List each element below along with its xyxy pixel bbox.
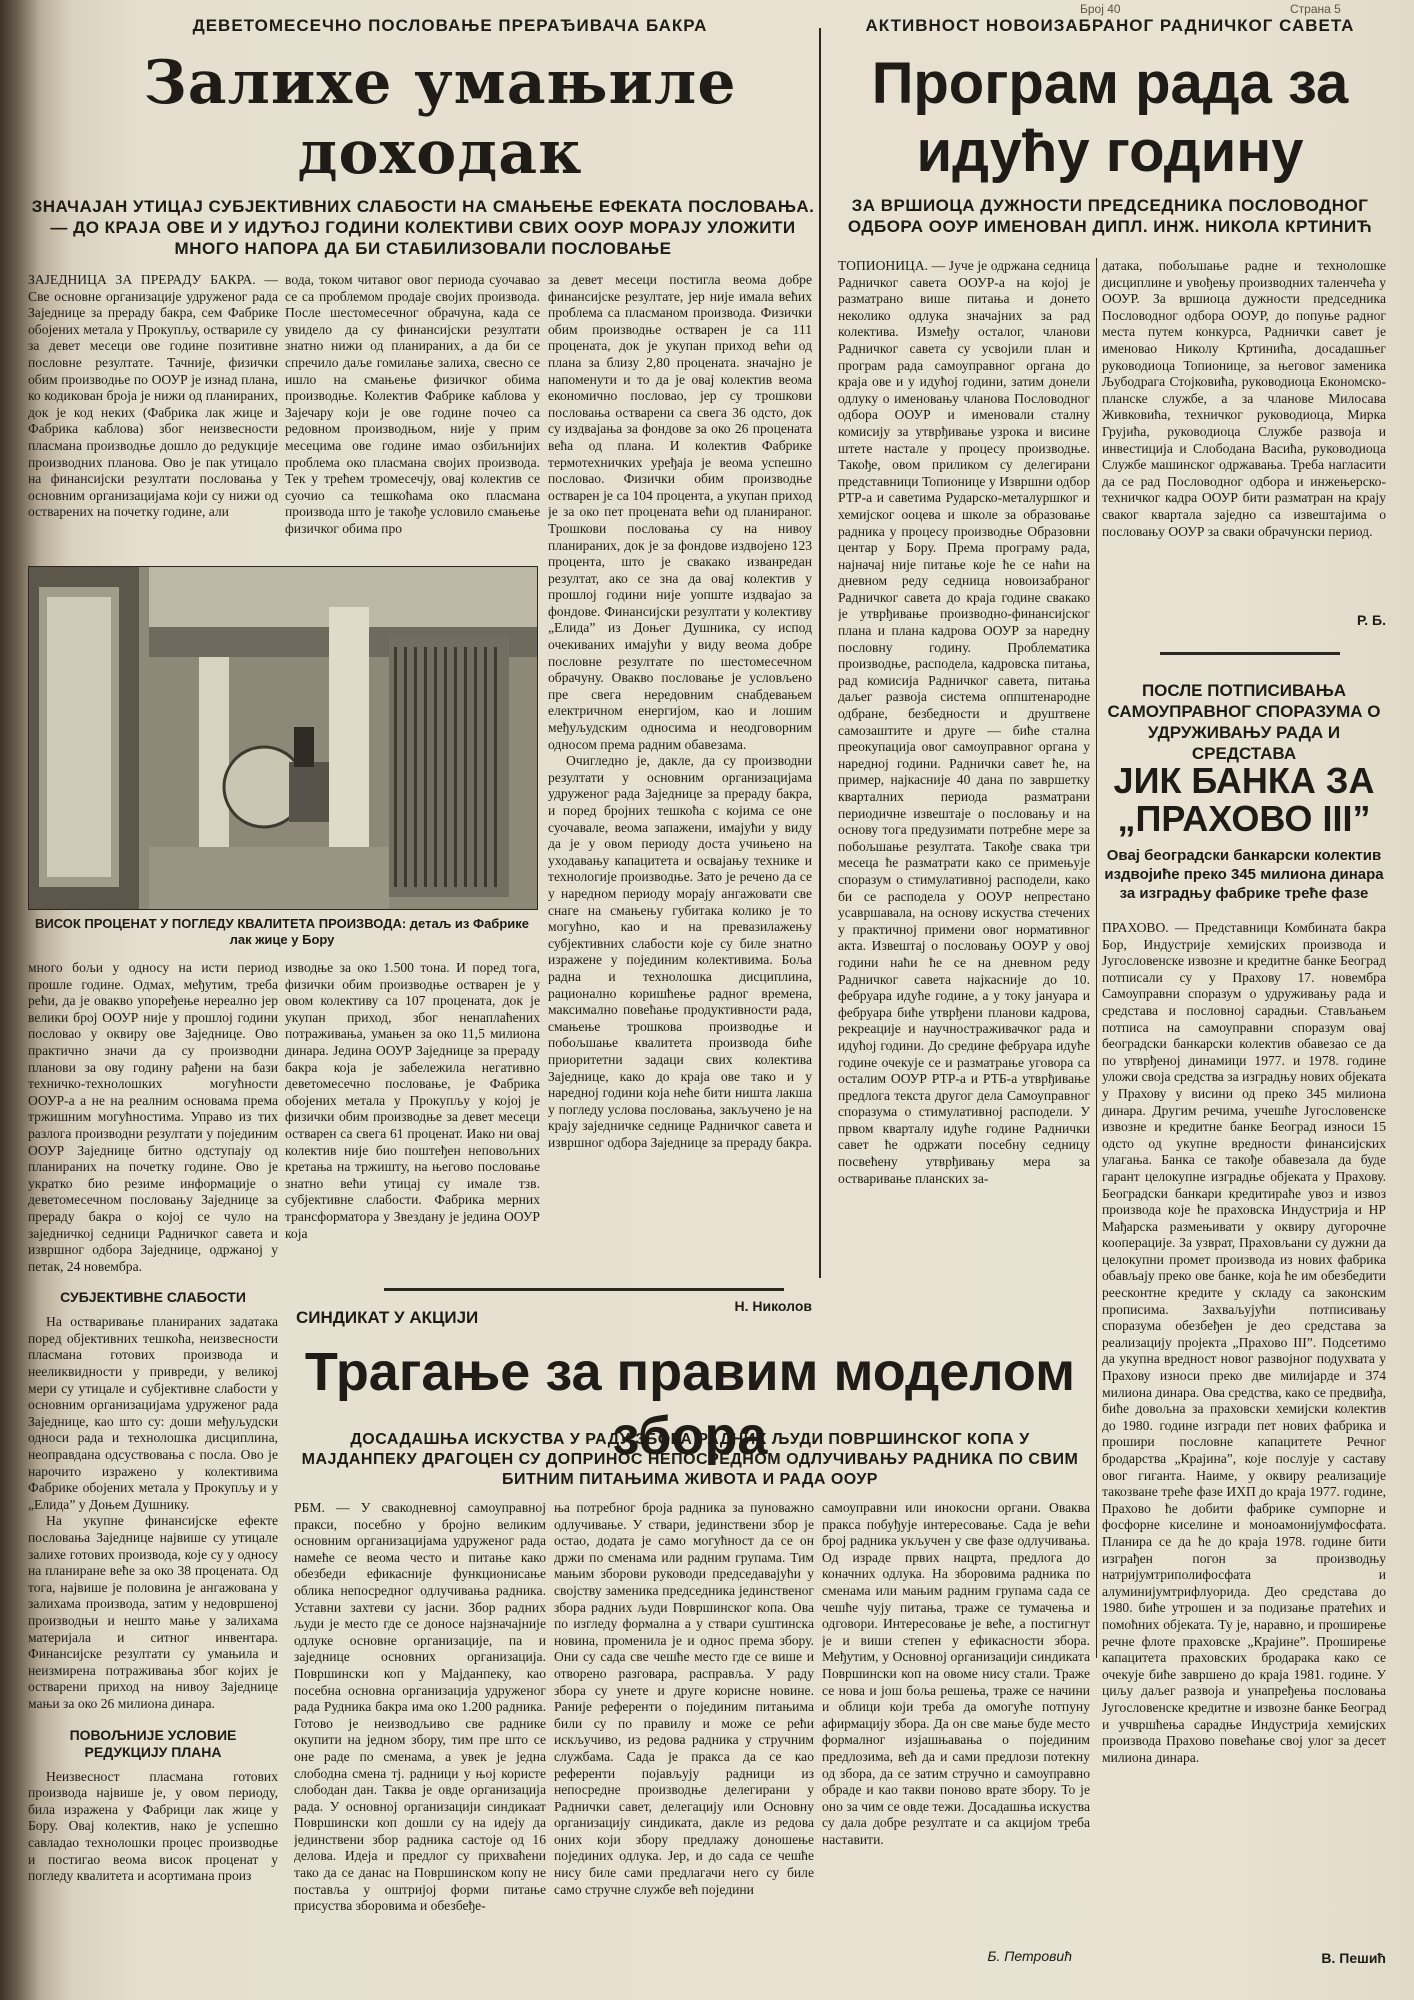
- bottom-article-signature: Б. Петровић: [987, 1948, 1072, 1964]
- paragraph: вода, током читавог овог периода суочавао се са проблемом продаје својих производа. После шестомесечног обрачуна, када се увидело да су финансијски резултати знатно нижи од планираних, а да би се спречило даље гомилање залиха, свесно се ишло на смањење физичког обима производње. Колектив Фабрике каблова у Зајечару који је ове године почео са редовном производњом, није у прим месецима ове године имао озбиљнијих проблема око пласмана својих производа. Тек у трећем тромесечју, овај колектив се суочио са тешкоћама око пласмана производа што је такође условило смањење физичког обима про: [285, 272, 540, 536]
- page-label: Страна 5: [1290, 2, 1341, 16]
- right-article-col2: [1102, 258, 1386, 608]
- column-divider: [819, 28, 821, 1278]
- left-article-col1-lower: [28, 960, 278, 1980]
- paragraph: ЗАЈЕДНИЦА ЗА ПРЕРАДУ БАКРА. — Све основне организације удруженог рада Заједнице за прераду бакра, сем Фабрике обојених метала у Прокупљу, оствариле су за девет месеци ове године позитивне пословне резултате. Тачније, физички обим производње по ООУР је изнад плана, ко кодикован броја је нижи од планираних, док је код неких (Фабрика лак жице и Фабрика каблова) због неизвесности пласмана производње дошло до редукције производних планова. Ово је пак утицало на финансијски резултати пословања у основним организацијама који су нижи од остварених на почетку године, али: [28, 272, 278, 520]
- paragraph: На остваривање планираних задатака поред објективних тешкоћа, неизвесности пласмана готових производа и нееликвидности у привреди, у великој мери су утицале и субјективне слабости у основним организацијама удруженог рада Заједнице, као што су: доши међуљудски односи рада и технолошка дисциплина, неоправдана одсуствовања с посла. Ово је нарочито изражено у колективима Фабрике обојених метала у Прокупљу и у „Елида” у Доњем Душнику.: [28, 1314, 278, 1512]
- left-article-subhead: ЗНАЧАЈАН УТИЦАЈ СУБЈЕКТИВНИХ СЛАБОСТИ НА СМАЊЕЊЕ ЕФЕКАТА ПОСЛОВАЊА. — ДО КРАЈА ОВЕ И У ИДУЋОЈ ГОДИНИ КОЛЕКТИВИ СВИХ ООУР МОРАЈУ УЛОЖИТИ МНОГО НАПОРА ДА БИ СТАБИЛИЗОВАЛИ ПОСЛОВАЊЕ: [31, 197, 815, 258]
- box-body: [1102, 920, 1386, 1940]
- column-divider-right: [1096, 258, 1097, 1658]
- section-heading-1: СУБЈЕКТИВНЕ СЛАБОСТИ: [60, 1289, 246, 1306]
- right-article-kicker: АКТИВНОСТ НОВОИЗАБРАНОГ РАДНИЧКОГ САВЕТА: [865, 16, 1355, 35]
- factory-photo: [28, 566, 538, 910]
- left-article-signature: Н. Николов: [734, 1298, 812, 1314]
- paragraph: На укупне финансијске ефекте пословања Заједнице највише су утицале залихе готових производа, које су у односу на планиране веће за око 38 процената. Од тога, највише је половина је ангажована у залихама производа, затим у недовршеној производњи и нешто мање у залихама материјала и ситног инвентара. Финансијске резултати су умањила и неизмирена потраживања због којих је остварени приход на нивоу Заједнице мањи за око 26 милиона динара.: [28, 1513, 278, 1711]
- left-article-headline: Залихе умањиле доходак: [143, 48, 737, 188]
- left-article-col2: [285, 272, 540, 557]
- paragraph: ПРАХОВО. — Представници Комбината бакра Бор, Индустрије хемијских производа и Југословенске извозне и кредитне банке Београд потписали су у Прахову 17. новембра Самоуправни споразум о удруживању рада и средстава и пословној сарадњи. Стављањем потписа на самоуправни споразум овај београдски банкарски колектив обавезао се да по утврђеној динамици 1977. и 1978. године уложи своја средства за изградњу нових објеката у Прахову у висини од преко 345 милиона динара. Другим речима, учешће Југословенске извозне и кредитне банке Београд износи 15 одсто од укупне вредности финансијских улагања. Банка се такође обавезала да буде гарант целокупне изградње објеката у Прахову. Београдски банкари кредитираће увоз и извоз производа које ће праховска Индустрија и НР Мађарска размењивати у оквиру дугорочне кооперације. За узврат, Праховљани су дужни да целокупни промет производа из нових фабрика обављају преко ове банке, која ће им обезбедити реесконтне кредите у складу са законским прописима. Захваљујући потписивању споразума обезбеђен је део средстава за реализацију пројекта „Прахово III”. Подсетимо да укупна вредност новог развојног подухвата у Прахову износи преко две милијарде и 374 милиона динара. Ова средства, како се предвиђа, биће довољна за праховски хемијски колектив до 1980. године изгради пет нових фабрика и прошири пословне капацитете Речног бродарства „Крајина”, које послује у саставу овог гиганта. Наиме, у оквиру реализације такозване треће фазе ИХП до краја 1977. године, Прахово ће добити фабрике сумпорне и фосфорне киселине и моноамонијумфосфата. Планира се да ће до краја 1978. године бити изграђен погон за производњу натријумтриполифосфата и алуминијумтрифлуорида. Део средстава до 1980. биће утрошен и за подизање пратећих и помоћних објеката. Ту је, наравно, и проширење речне флоте праховске „Крајине”. Проширење капацитета праховских бродарака како се очекује биће завршено до краја 1981. године. У циљу даљег развоја и унапређења пословања Југословенске кредитне и извозне банке Београд и учвршћења сарадње Индустрија хемијских производа Прахово повећање свој улог за десет милиона динара.: [1102, 920, 1386, 1765]
- bottom-article-col3: [822, 1500, 1090, 1940]
- bottom-article-kicker: СИНДИКАТ У АКЦИЈИ: [296, 1308, 479, 1327]
- box-signature: В. Пешић: [1321, 1950, 1386, 1966]
- bottom-rule: [384, 1288, 784, 1291]
- paragraph: РБМ. — У свакодневној самоуправној пракси, посебно у бројно великим основним организацијама удруженог рада намеће се веома често и питање како обезбеди ефикасније функционисање облика непосредног одлучивања радника. Уставни захтеви су јасни. Збор радних људи је место где се доносе најзначајније одлуке основне организације, па и заједнице основних организација. Површински коп у Мајданпеку, као посебна основна организација удруженог рада Рудника бакра има око 1.200 радника. Готово је неизводљиво све раднике окупити на једном збору, тим пре што се оне раде по сменама, а увек је једна слободна смена тј. радници у њој користе слободан дан. Таква је овде организација рада. У основној организацији синдикаат Површински коп дошли су на идеју да јединствени збор радника састојe од 16 делова. Идеја и предлог су прихваћени тако да се данас на Површинском копу не поставља у оштријој форми питање присуства зборовима и обезбеђе-: [294, 1500, 546, 1914]
- bottom-article-col1: [294, 1500, 546, 1980]
- bottom-article-subhead: ДОСАДАШЊА ИСКУСТВА У РАДУ ЗБОРА РАДНИХ ЉУДИ ПОВРШИНСКОГ КОПА У МАЈДАНПЕКУ ДРАГОЦЕН СУ ДОПРИНОС НЕПОСРЕДНОМ ОДЛУЧИВАЊУ РАДНИКА ПО СВИМ БИТНИМ ПИТАЊИМА ЖИВОТА И РАДА ООУР: [301, 1431, 1079, 1488]
- paragraph: Неизвесност пласмана готових производа највише је, у овом периоду, била изражена у Фабрици лак жице у Бору. Овај колектив, нако је успешно савладао технолошки процес производње и постигао веома висок проценат у погледу квалитета и асортимана произ: [28, 1768, 278, 1884]
- right-article-headline: Програм рада за идућу годину: [871, 51, 1349, 184]
- bottom-article-col2: [554, 1500, 814, 1980]
- left-article-col1: [28, 272, 278, 557]
- paragraph: за девет месеци постигла веома добре финансијске резултате, јер није имала већих проблема са пласманом производа. Физички обим производње остварен је са 111 процената, док је укупан приход већи од плана за близу 2,80 процената. значајно је напоменути и то да је овај колектив веома економично пословао, јер су трошкови пословања остварени са свега 36 одсто, док су издвајања за фондове за око 26 процената већа од плана. И колектив Фабрике термотехничких уређаја је веома успешно пословао. Физички обим производње остварен је са 104 процента, а укупан приход је за око пет процената већи од планираног. Трошкови пословања су на нивоу планираних, док је за фондове издвојено 123 процента, што је свакако изванредан резултат, ако се зна да овај колектив у прошлој години није уопште издвајао за фондове. Финансијски резултати у колективу „Елида” из Доњег Душника, су испод очекиваних имајући у виду веома добре пословне резултате по шестомесечном обрачуну. Овакво пословање је условљено пре свега нередовним снабдевањем електричном енергијом, као и лошим међуљудским односима и неодговорним односом према радним обавезама.: [548, 272, 812, 752]
- paragraph: ња потребног броја радника за пуноважно одлучивање. У ствари, јединствени збор је остао, додата је само могућност да се он држи по сменама или радним групама. Тим мањим зборови руководи председавајући у својству заменика председника јединственог збора радних људи Површинског копа. Ова по изгледу формална а у ствари суштинска новина, променила је и однос према збору. Они су сада све чешће место где се више и отворено разговара, расправља. У раду збора су унете и друге корисне новине. Раније референти о појединим питањима били су по правилу и може се рећи искључиво, из редова радника у стручним службама. Сада је пракса да се као референти појављују радници из непосредне производње делегирани у Раднички савет, делегацију или Основну организацију синдиката, дакле из редова оних који збору предлажу доношење појединих одлука. Јер, и до сада се чешће нису биле сами предлагачи него су биле само стручне службе већ поједини: [554, 1500, 814, 1897]
- paragraph: изводње за око 1.500 тона. И поред тога, физички обим производње остварен је у овом колективу са 107 процената, док је укупан приход, због ненаплаћених потраживања, умањен за око 11,5 милиона динара. Једина ООУР Заједнице за прераду бакра која је забележила негативно деветомесечно пословање, је Фабрика обојених метала у Прокупљу у којој је физички обим производње за девет месеци остварен са свега 61 проценат. Иако ни овај колектив није био поштеђен неповољних кретања на тржишту, на његово пословање знатно већи утицај су имале тзв. субјективне слабости. Фабрика мерних трансформатора у Звездану је једина ООУР која: [285, 960, 540, 1241]
- paragraph: самоуправни или инокосни органи. Оваква пракса побуђује интересовање. Сада је већи број радника укључен у све фазе одлучивања. Од израде првих нацрта, предлога до коначних одлука. На зборовима радника по сменама или мањим радним групама сада се чешће чују питања, траже се тумачења и одговори. Интересовање је веће, а постигнут је и виши степен у ефикасности збора. Међутим, у Основној организацији синдиката Површински коп на овоме нису стали. Траже се нова и још боља решења, траже се начини и облици који треба да омогуће потпуну афирмацију збора. Да он све мање буде место формалног изјашњавања о појединим предлозима, већ да и сами предлози потекну од збора, да се затим стручно и самоуправно обраде и као такви поново врате збору. То је оно за чим се овде тежи. Досадашња искуства су дала добре резултате и са акцијом треба наставити.: [822, 1500, 1090, 1847]
- left-article-col2-lower: [285, 960, 540, 1270]
- paragraph: много бољи у односу на исти период прошле године. Одмах, међутим, треба рећи, да је овакво упоређење нереално јер велики број ООУР није у прошлој години пословао у оквиру ове Заједнице. Ово практично значи да су производни планови за ову годину рађени на бази техничко-технолошких могућности ООУР-а а не на реалним основама према тржишним могућностима. Управо из тих разлога производни резултати у појединим ООУР Заједнице битно одступају од планираних на почетку године. Ово је укратко био резиме информације о деветомесечном пословању Заједнице за прераду бакра о којој се чуло на заједничкој седници Радничког савета и извршног одбора Заједнице, одржаној у петак, 24 новембра.: [28, 960, 278, 1274]
- paragraph: датака, побољшање радне и технолошке дисциплине и увођењу производних таленчећа у ООУР. За вршиоца дужности председника Пословодног одбора ООУР, до попуње радног места путем конкурса, Раднички савет је именовао Николу Кртинића, досадашњег руководиоца Топионице, за његовог заменика Љубодрага Стојковића, руководиоца Економско-планске службе, а за чланове Милосава Живковића, техничког руководиоца, Мирка Грујића, руководиоца Службе развоја и инвестиција и Слободана Васића, руководиоца Службе машинског одржавања. Треба нагласити да се рад Пословодног одбора и инжењерско-техничког кадра ООУР бити разматран на крају сваког квартала заједно са извештајима о пословању ООУР за сваки обрачунски период.: [1102, 258, 1386, 539]
- right-article-col1: [838, 258, 1090, 1318]
- box-headline: ЈИК БАНКА ЗА „ПРАХОВО III”: [1113, 760, 1375, 839]
- box-kicker: ПОСЛЕ ПОТПИСИВАЊА САМОУПРАВНОГ СПОРАЗУМА О УДРУЖИВАЊУ РАДА И СРЕДСТАВА: [1107, 681, 1381, 763]
- right-article-subhead: ЗА ВРШИОЦА ДУЖНОСТИ ПРЕДСЕДНИКА ПОСЛОВОДНОГ ОДБОРА ООУР ИМЕНОВАН ДИПЛ. ИНЖ. НИКОЛА КРТИНИЋ: [847, 196, 1373, 236]
- box-rule: [1160, 652, 1340, 655]
- box-lead: Овај београдски банкарски колектив издвојиће преко 345 милиона динара за изградњу фабрике треће фазе: [1104, 847, 1384, 902]
- right-article-signature: Р. Б.: [1357, 612, 1386, 628]
- photo-caption: ВИСОК ПРОЦЕНАТ У ПОГЛЕДУ КВАЛИТЕТА ПРОИЗВОДА: детаљ из Фабрике лак жице у Бору: [34, 916, 530, 947]
- section-heading-2: ПОВОЉНИЈЕ УСЛОВИЕ РЕДУКЦИЈУ ПЛАНА: [69, 1726, 237, 1760]
- page-number: Број 40: [1080, 2, 1121, 16]
- paragraph: ТОПИОНИЦА. — Јуче је одржана седница Радничког савета ООУР-а на којој је разматрано више питања и донето неколико одлука значајних за рад колектива. Између осталог, чланови Радничког савета су усвојили план и програм рада самоуправног органа до краја ове и у идућој години, затим донели одлуку о именовању чланова Пословодног одбора ООУР и именовали сталну комисију за утврђивање узрока и висине штете настале у процесу производње. Такође, овом приликом су делегирани представници Топионице у Извршни одбор РТР-а и саветима Рударско-металуршког и хемијског ооцева и школе за образовање радника у процесу производње Образовни центар у Бору. Према програму рада, најначај није питање које ће се наћи на дневном реду седница новоизабраног Радничког савета до краја године свакако је утврђивање производно-финансијског плана и плана кадрова ООУР за наредну пословну годину. Проблематика производње, расподела, кадровска питања, рад комисија Радничког савета, питања даљег развоја система оппштенародне одбране, безбедности и друштвене самозаштите и друге — биће стална преокупација овог самоуправног органа у наредној години. Раднички савет ће, на пример, најкасније 40 дана по завршетку кварталних периода разматрани периодичне извештаје о пословању и на основу тога предузимати потребне мере за побољшање резултата. Такође свака три месеца ће разматрати како се примењује споразум о стимулативној расподели, како би се расподела у ООУР непрестано усавршавала, на основу искуства стечених у практичној примени овог нормативног акта. Извештај о пословању ООУР у овој години наћи ће се на дневном реду Радничког савета најкасније до 10. фебруара идуће године, а у току јануара и фебруара биће утврђени планови кадрова, рекреације и научностраживачког рада и идућој години. До средине фебруара идуће године очекује се и разматрање уговора са осталим ООУР РТР-а и РТБ-а утврђивање предлога текста другог дела Самоуправног споразума о стимулативној расподели. У првом кварталу идуће године Раднички савет ће одржати посебну седницу посвећену утврђивању мера за остваривање планских за-: [838, 258, 1090, 1186]
- left-article-col3: [548, 272, 812, 1282]
- left-article-kicker: ДЕВЕТОМЕСЕЧНО ПОСЛОВАЊЕ ПРЕРАЂИВАЧА БАКРА: [192, 16, 708, 35]
- factory-photo-image: [29, 567, 537, 909]
- bottom-article-headline: Трагање за правим моделом збора: [304, 1342, 1076, 1466]
- paragraph: Очигледно је, дакле, да су производни резултати у основним организацијама удруженог рада Заједнице за прераду бакра, и поред бројних тешкоћа с којима се оне суочавале, веома запажени, имајући у виду да је у овом периоду доста учињено на уходавању капацитета и освајању технике и технологије производње. Зато је речено да се у наредном периоду морају ангажовати све снаге на смањењу губитака колико је то могућно, као и на превазилажењу субјективних слабости које су биле знатно изражене у појединим колективима. Боља радна и технолошка дисциплина, рационално коришћење радног времена, максимално повећање продуктивности рада, смањење трошкова производње и побољшање квалитета производа биће приоритетни задаци свих колектива Заједнице, како до краја ове тако и у наредној години која неће бити ништа лакша у погледу услова пословања, закључено је на крају заједничке седнице Радничког савета и извршног одбора Заједнице за прераду бакра.: [548, 753, 812, 1150]
